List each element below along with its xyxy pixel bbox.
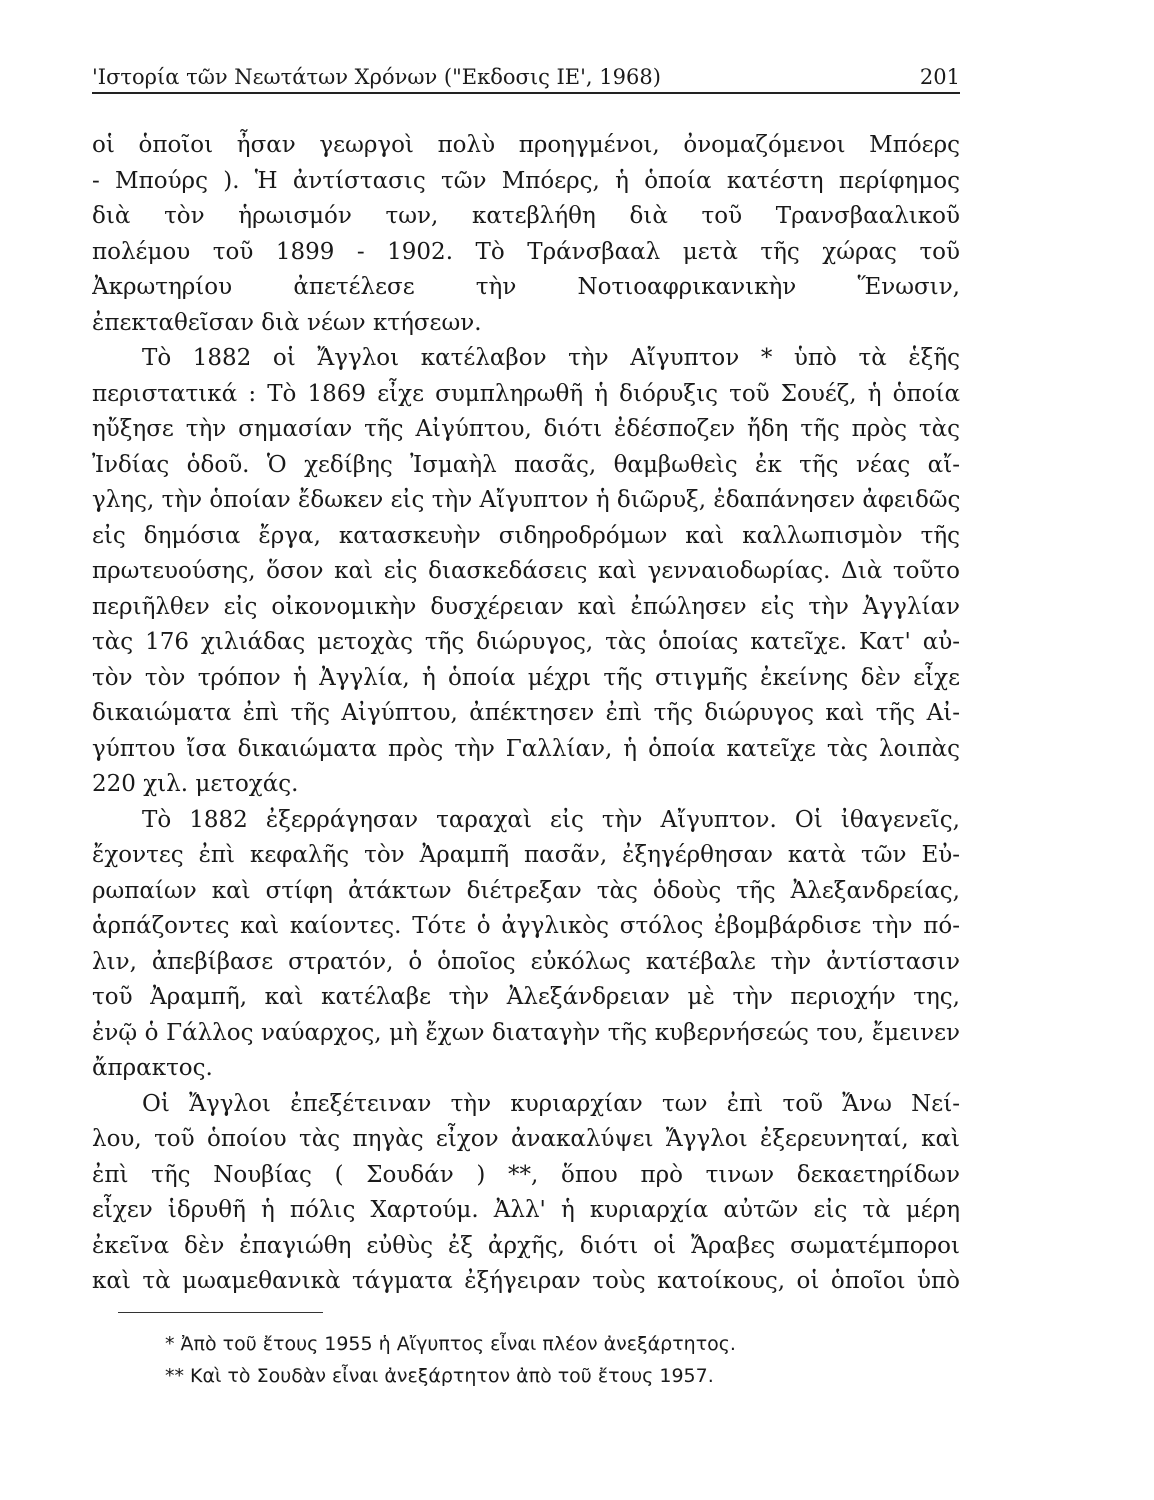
text-line: ἐνῷ ὁ Γάλλος ναύαρχος, μὴ ἔχων διαταγὴν τῆς κυβερνήσεώς του, ἔμεινεν (92, 1019, 960, 1046)
text-line: 220 χιλ. μετοχάς. (92, 771, 299, 797)
running-title: 'Ιστορία τῶν Νεωτάτων Χρόνων ("Εκδοσις ΙΕ', 1968) (92, 65, 661, 89)
text-line: περιστατικά : Τὸ 1869 εἶχε συμπληρωθῆ ἡ διόρυξις τοῦ Σουέζ, ἡ ὁποία (92, 380, 960, 407)
footnote: ** Καὶ τὸ Σουδὰν εἶναι ἀνεξάρτητον ἀπὸ τοῦ ἔτους 1957. (165, 1365, 714, 1387)
text-line: ἄπρακτος. (92, 1055, 213, 1081)
text-line: εἶχεν ἱδρυθῆ ἡ πόλις Χαρτούμ. Ἀλλ' ἡ κυριαρχία αὐτῶν εἰς τὰ μέρη (92, 1197, 960, 1223)
text-line: πρωτευούσης, ὅσον καὶ εἰς διασκεδάσεις καὶ γενναιοδωρίας. Διὰ τοῦτο (92, 558, 960, 584)
text-line: Ἀκρωτηρίου ἀπετέλεσε τὴν Νοτιοαφρικανικὴν Ἕνωσιν, (92, 274, 960, 300)
text-line: διὰ τὸν ἡρωισμόν των, κατεβλήθη διὰ τοῦ Τρανσβααλικοῦ (92, 203, 960, 229)
text-line: - Μπούρς ). Ἡ ἀντίστασις τῶν Μπόερς, ἡ ὁποία κατέστη περίφημος (92, 167, 960, 194)
text-line: τὰς 176 χιλιάδας μετοχὰς τῆς διώρυγος, τὰς ὁποίας κατεῖχε. Κατ' αὐ- (92, 629, 960, 655)
body-text (92, 128, 960, 1300)
text-line: Τὸ 1882 οἱ Ἄγγλοι κατέλαβον τὴν Αἴγυπτον * ὑπὸ τὰ ἑξῆς (142, 345, 960, 371)
footnotes (165, 1328, 925, 1392)
text-line: ἔχοντες ἐπὶ κεφαλῆς τὸν Ἀραμπῆ πασᾶν, ἐξηγέρθησαν κατὰ τῶν Εὐ- (92, 842, 960, 868)
text-line: Τὸ 1882 ἐξερράγησαν ταραχαὶ εἰς τὴν Αἴγυπτον. Οἱ ἰθαγενεῖς, (142, 806, 960, 833)
text-line: ἐπεκταθεῖσαν διὰ νέων κτήσεων. (92, 309, 482, 336)
text-line: ἐκεῖνα δὲν ἐπαγιώθη εὐθὺς ἐξ ἀρχῆς, διότι οἱ Ἄραβες σωματέμποροι (92, 1232, 960, 1259)
text-line: γύπτου ἴσα δικαιώματα πρὸς τὴν Γαλλίαν, ἡ ὁποία κατεῖχε τὰς λοιπὰς (92, 735, 960, 762)
text-line: ἁρπάζοντες καὶ καίοντες. Τότε ὁ ἀγγλικὸς στόλος ἐβομβάρδισε τὴν πό- (92, 913, 960, 939)
text-line: περιῆλθεν εἰς οἰκονομικὴν δυσχέρειαν καὶ ἐπώλησεν εἰς τὴν Ἀγγλίαν (92, 593, 960, 620)
page-header (92, 62, 960, 94)
text-line: Οἱ Ἄγγλοι ἐπεξέτειναν τὴν κυριαρχίαν των ἐπὶ τοῦ Ἄνω Νεί- (142, 1090, 960, 1117)
footnote: * Ἀπὸ τοῦ ἔτους 1955 ἡ Αἴγυπτος εἶναι πλέον ἀνεξάρτητος. (165, 1333, 736, 1355)
text-line: γλης, τὴν ὁποίαν ἔδωκεν εἰς τὴν Αἴγυπτον ἡ διῶρυξ, ἐδαπάνησεν ἀφειδῶς (92, 487, 960, 513)
text-line: ηὔξησε τὴν σημασίαν τῆς Αἰγύπτου, διότι ἐδέσποζεν ἤδη τῆς πρὸς τὰς (92, 416, 960, 442)
footnote-divider (118, 1312, 323, 1313)
text-line: δικαιώματα ἐπὶ τῆς Αἰγύπτου, ἀπέκτησεν ἐπὶ τῆς διώρυγος καὶ τῆς Αἰ- (92, 700, 960, 726)
text-line: οἱ ὁποῖοι ἦσαν γεωργοὶ πολὺ προηγμένοι, ὀνομαζόμενοι Μπόερς (92, 132, 960, 158)
page-number: 201 (919, 65, 960, 89)
text-line: ἐπὶ τῆς Νουβίας ( Σουδάν ) **, ὅπου πρὸ τινων δεκαετηρίδων (92, 1161, 960, 1188)
text-line: πολέμου τοῦ 1899 - 1902. Τὸ Τράνσβααλ μετὰ τῆς χώρας τοῦ (92, 238, 960, 265)
text-line: τοῦ Ἀραμπῆ, καὶ κατέλαβε τὴν Ἀλεξάνδρειαν μὲ τὴν περιοχήν της, (92, 984, 960, 1010)
text-line: τὸν τὸν τρόπον ἡ Ἀγγλία, ἡ ὁποία μέχρι τῆς στιγμῆς ἐκείνης δὲν εἶχε (92, 664, 960, 691)
text-line: καὶ τὰ μωαμεθανικὰ τάγματα ἐξήγειραν τοὺς κατοίκους, οἱ ὁποῖοι ὑπὸ (92, 1268, 960, 1294)
text-line: λου, τοῦ ὁποίου τὰς πηγὰς εἶχον ἀνακαλύψει Ἄγγλοι ἐξερευνηταί, καὶ (92, 1126, 960, 1152)
text-line: ρωπαίων καὶ στίφη ἀτάκτων διέτρεξαν τὰς ὁδοὺς τῆς Ἀλεξανδρείας, (92, 877, 960, 904)
text-line: εἰς δημόσια ἔργα, κατασκευὴν σιδηροδρόμων καὶ καλλωπισμὸν τῆς (92, 522, 960, 549)
text-line: Ἰνδίας ὁδοῦ. Ὁ χεδίβης Ἰσμαὴλ πασᾶς, θαμβωθεὶς ἐκ τῆς νέας αἴ- (92, 451, 960, 478)
text-line: λιν, ἀπεβίβασε στρατόν, ὁ ὁποῖος εὐκόλως κατέβαλε τὴν ἀντίστασιν (92, 948, 960, 975)
